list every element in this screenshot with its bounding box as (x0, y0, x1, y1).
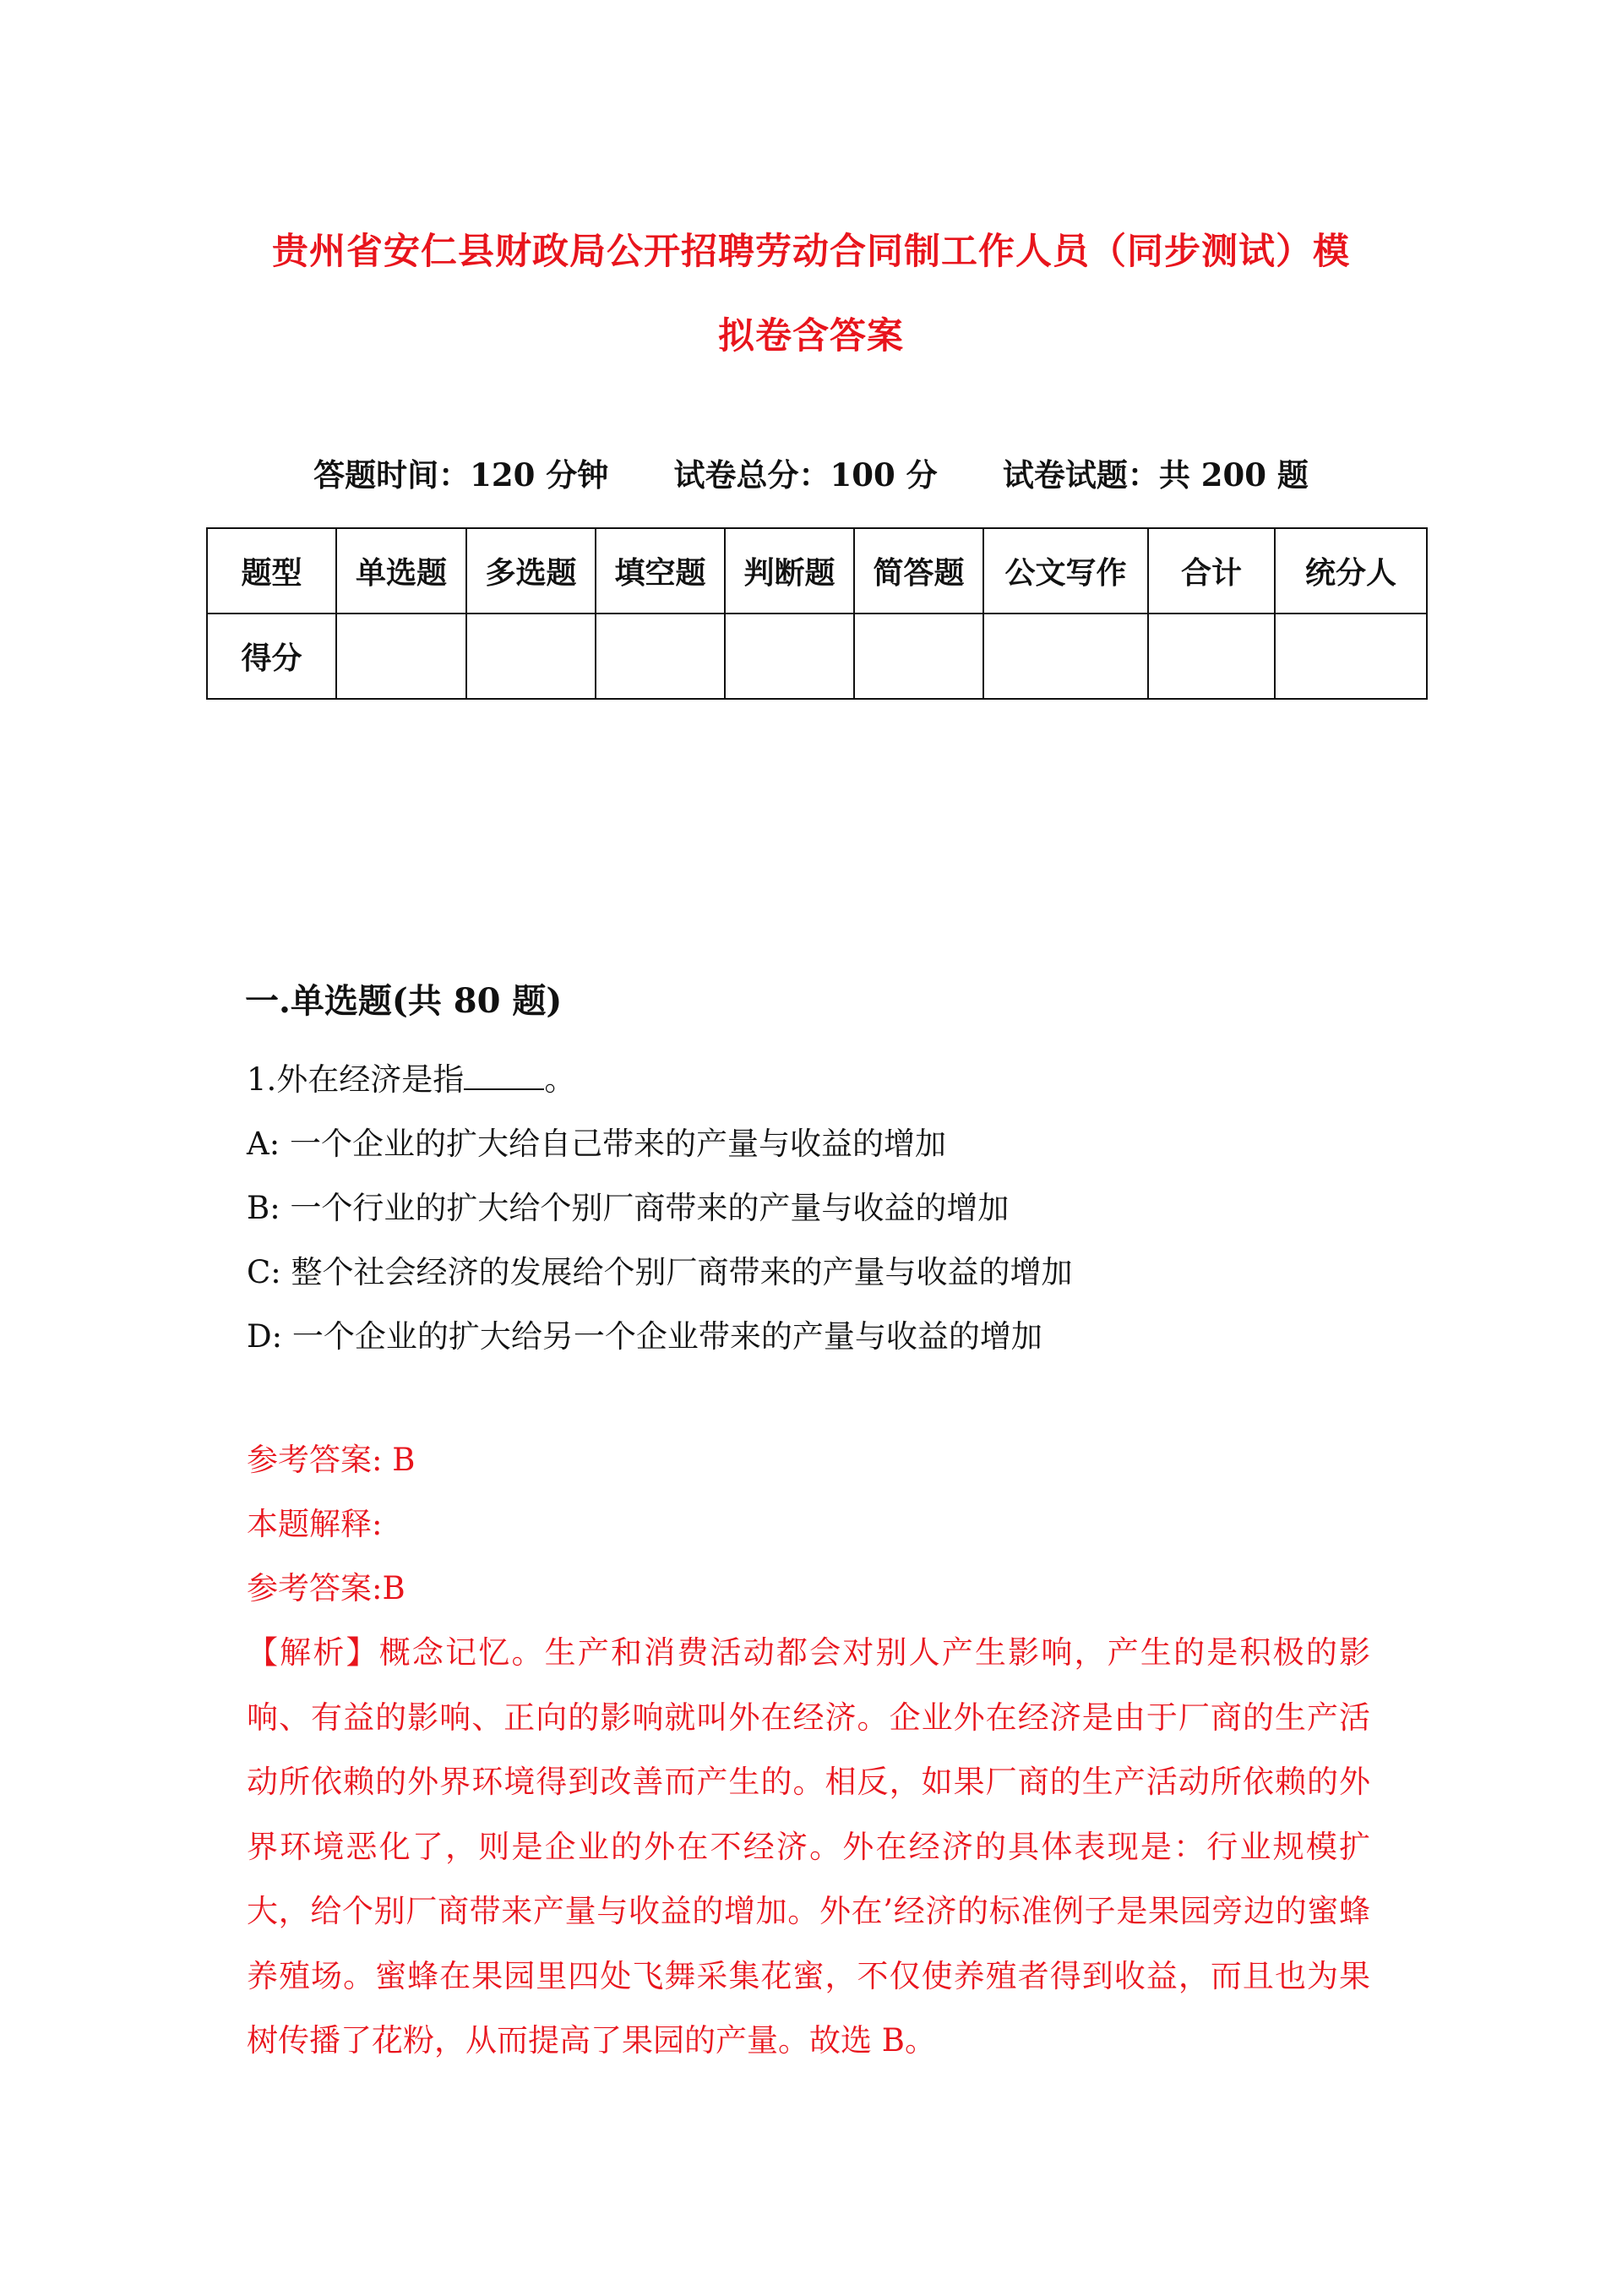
score-table-header: 简答题 (854, 528, 983, 614)
score-table-header: 题型 (207, 528, 336, 614)
score-cell (596, 614, 725, 699)
score-cell (725, 614, 854, 699)
question-stem-text: 1.外在经济是指 (247, 1061, 465, 1098)
score-table-score-row (207, 614, 1427, 699)
score-cell (1275, 614, 1427, 699)
exam-info (0, 450, 1622, 500)
exam-total-score: 试卷总分：100 分 (673, 456, 938, 494)
score-table-header-row (207, 528, 1427, 614)
score-table-header: 统分人 (1275, 528, 1427, 614)
page-title-line-1: 贵州省安仁县财政局公开招聘劳动合同制工作人员（同步测试）模 (272, 231, 1350, 273)
option-a: A: 一个企业的扩大给自己带来的产量与收益的增加 (247, 1126, 946, 1162)
question-1 (247, 1048, 1412, 1369)
reference-answer-repeat: 参考答案:B (247, 1570, 406, 1606)
answer-blank (464, 1055, 544, 1090)
score-cell (1148, 614, 1275, 699)
score-table-header: 公文写作 (983, 528, 1148, 614)
score-cell (466, 614, 596, 699)
score-cell (983, 614, 1148, 699)
page-title (194, 210, 1428, 379)
question-stem (247, 1048, 1412, 1112)
score-row-label: 得分 (207, 614, 336, 699)
explanation-label: 本题解释: (247, 1506, 383, 1542)
score-cell (336, 614, 466, 699)
page-title-line-2: 拟卷含答案 (718, 315, 904, 357)
score-table-header: 多选题 (466, 528, 596, 614)
score-table-header: 合计 (1148, 528, 1275, 614)
option-b: B: 一个行业的扩大给个别厂商带来的产量与收益的增加 (247, 1190, 1010, 1226)
exam-question-count: 试卷试题：共 200 题 (1002, 456, 1309, 494)
score-table-header: 填空题 (596, 528, 725, 614)
score-table (206, 527, 1428, 700)
score-table-header: 判断题 (725, 528, 854, 614)
option-c: C: 整个社会经济的发展给个别厂商带来的产量与收益的增加 (247, 1254, 1073, 1290)
question-stem-end: 。 (544, 1061, 576, 1098)
score-cell (854, 614, 983, 699)
option-d: D: 一个企业的扩大给另一个企业带来的产量与收益的增加 (247, 1318, 1042, 1355)
answer-block (247, 1428, 1370, 2074)
section-heading: 一.单选题(共 80 题) (245, 981, 563, 1021)
score-table-header: 单选题 (336, 528, 466, 614)
analysis-text: 【解析】概念记忆。生产和消费活动都会对别人产生影响，产生的是积极的影响、有益的影响、正向的影响就叫外在经济。企业外在经济是由于厂商的生产活动所依赖的外界环境得到改善而产生的。相反，如果厂商的生产活动所依赖的外界环境恶化了，则是企业的外在不经济。外在经济的具体表现是：行业规模扩大，给个别厂商带来产量与收益的增加。外在’经济的标准例子是果园旁边的蜜蜂养殖场。蜜蜂在果园里四处飞舞采集花蜜，不仅使养殖者得到收益，而且也为果树传播了花粉，从而提高了果园的产量。故选 B。 (247, 1634, 1370, 2059)
reference-answer: 参考答案: B (247, 1442, 416, 1478)
exam-time: 答题时间：120 分钟 (313, 456, 609, 494)
